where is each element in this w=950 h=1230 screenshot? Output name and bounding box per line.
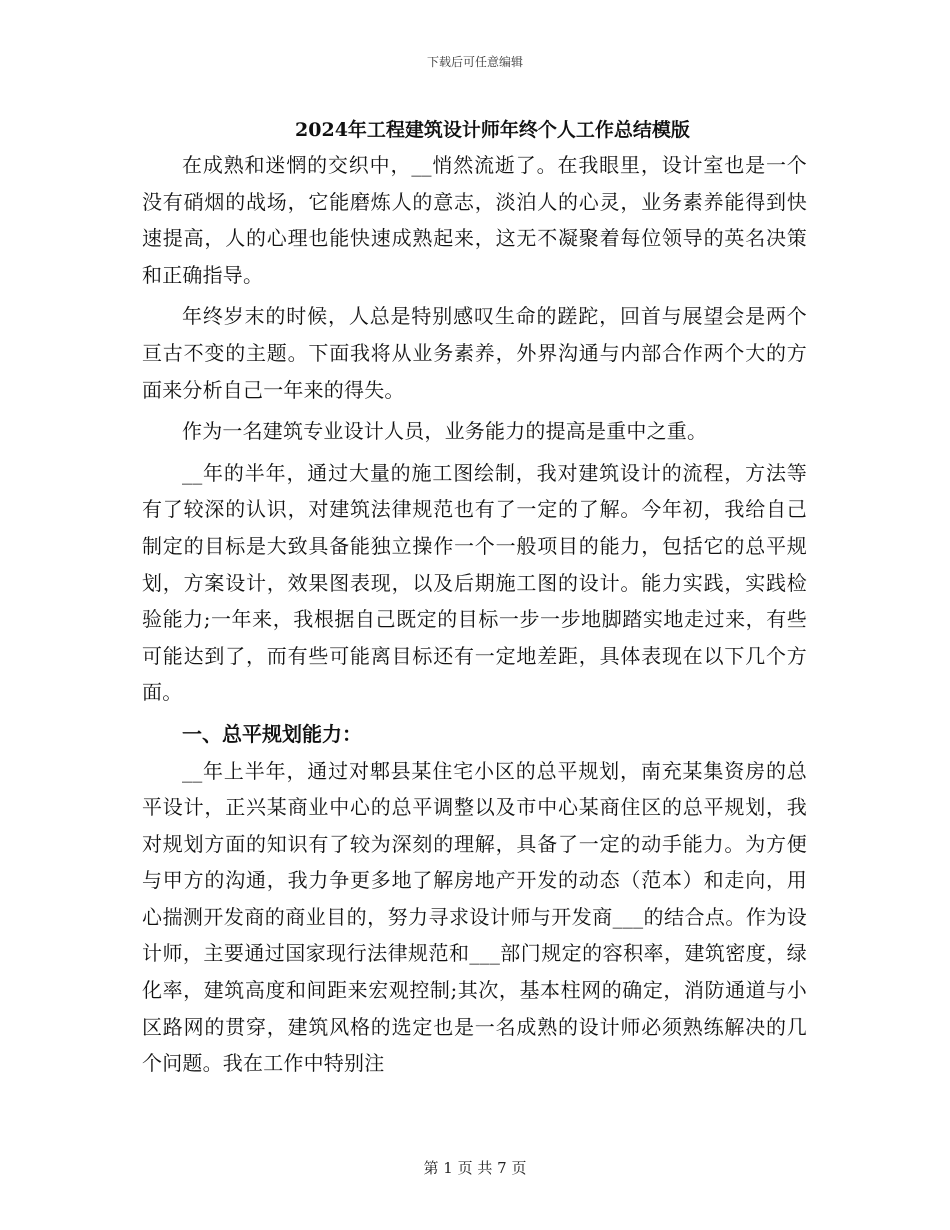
page-number: 第 1 页 共 7 页 — [423, 1159, 527, 1177]
page-header-note: 下载后可任意编辑 — [426, 55, 523, 69]
paragraph-year-end: 年终岁末的时候，人总是特别感叹生命的蹉跎，回首与展望会是两个亘古不变的主题。下面我将从业务素养，外界沟通与内部合作两个大的方面来分析自己一年来的得失。 — [142, 304, 807, 402]
section-heading: 一、总平规划能力： — [182, 721, 362, 746]
paragraph-intro: 在成熟和迷惘的交织中，__悄然流逝了。在我眼里，设计室也是一个没有硝烟的战场，它能磨炼人的意志，淡泊人的心灵，业务素养能得到快速提高，人的心理也能快速成熟起来，这无不凝聚着每位领导的英名决策和正确指导。 — [142, 153, 807, 287]
paragraph-goals: __年的半年，通过大量的施工图绘制，我对建筑设计的流程，方法等有了较深的认识，对建筑法律规范也有了一定的了解。今年初，我给自己制定的目标是大致具备能独立操作一个一般项目的能力，包括它的总平规划，方案设计，效果图表现，以及后期施工图的设计。能力实践，实践检验能力;一年来，我根据自己既定的目标一步一步地脚踏实地走过来，有些可能达到了，而有些可能离目标还有一定地差距，具体表现在以下几个方面。 — [142, 460, 807, 705]
paragraph-business-ability: 作为一名建筑专业设计人员，业务能力的提高是重中之重。 — [182, 419, 708, 444]
document-body — [142, 147, 807, 1087]
paragraph-site-planning: __年上半年，通过对郫县某住宅小区的总平规划，南充某集资房的总平设计，正兴某商业中心的总平调整以及市中心某商住区的总平规划，我对规划方面的知识有了较为深刻的理解，具备了一定的动手能力。为方便与甲方的沟通，我力争更多地了解房地产开发的动态（范本）和走向，用心揣测开发商的商业目的，努力寻求设计师与开发商___的结合点。作为设计师，主要通过国家现行法律规范和___部门规定的容积率，建筑密度，绿化率，建筑高度和间距来宏观控制;其次，基本柱网的确定，消防通道与小区路网的贯穿，建筑风格的选定也是一名成熟的设计师必须熟练解决的几个问题。我在工作中特别注 — [142, 758, 807, 1076]
document-title: 2024年工程建筑设计师年终个人工作总结模版 — [295, 119, 690, 141]
